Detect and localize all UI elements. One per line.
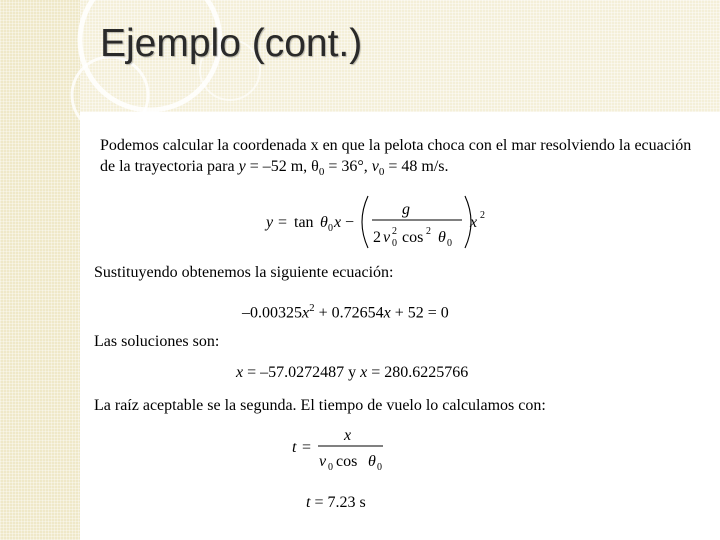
root-text: La raíz aceptable se la segunda. El tiempo de vuelo lo calculamos con: [94, 397, 546, 414]
svg-text:0: 0 [328, 223, 333, 234]
svg-text:x: x [344, 427, 352, 444]
svg-text:2: 2 [373, 229, 381, 246]
svg-text:v: v [319, 453, 327, 470]
svg-text:0: 0 [447, 238, 452, 249]
quadratic-equation: $-0.00325x^2 + 0.72654x + 52 = 0$ [242, 302, 449, 322]
svg-text:y: y [266, 214, 274, 231]
solutions-values: x = –57.0272487 y x = 280.6225766 [236, 364, 469, 381]
trajectory-formula [262, 190, 492, 254]
svg-text:θ: θ [320, 214, 328, 231]
svg-text:−: − [345, 214, 355, 231]
svg-text:θ: θ [438, 229, 446, 246]
time-result: t = 7.23 s [306, 494, 366, 511]
svg-text:x: x [334, 214, 342, 231]
slide-title: Ejemplo (cont.) [100, 22, 363, 65]
svg-text:cos: cos [402, 229, 424, 246]
time-formula [288, 425, 398, 475]
svg-text:cos: cos [336, 453, 358, 470]
substitution-text: Sustituyendo obtenemos la siguiente ecuación: [94, 264, 394, 281]
svg-text:x: x [470, 214, 478, 231]
svg-text:0: 0 [328, 462, 333, 473]
decorative-left-band [0, 0, 80, 540]
svg-text:2: 2 [480, 210, 485, 221]
svg-text:=: = [278, 214, 288, 231]
svg-text:t: t [292, 439, 297, 456]
solutions-text: Las soluciones son: [94, 333, 220, 350]
svg-text:2: 2 [392, 226, 397, 237]
svg-text:2: 2 [426, 226, 431, 237]
svg-text:θ: θ [368, 453, 376, 470]
svg-text:0: 0 [377, 462, 382, 473]
svg-text:0: 0 [392, 238, 397, 249]
svg-text:g: g [402, 201, 410, 218]
svg-text:=: = [302, 439, 312, 456]
svg-text:tan: tan [294, 214, 314, 231]
svg-text:v: v [383, 229, 391, 246]
intro-paragraph: Podemos calcular la coordenada x en que la pelota choca con el mar resolviendo la ecuación de la trayectoria para y = –52 m, $\theta_0 = 36^\circ$, $v_0 = 48$ m/s. [100, 137, 692, 179]
